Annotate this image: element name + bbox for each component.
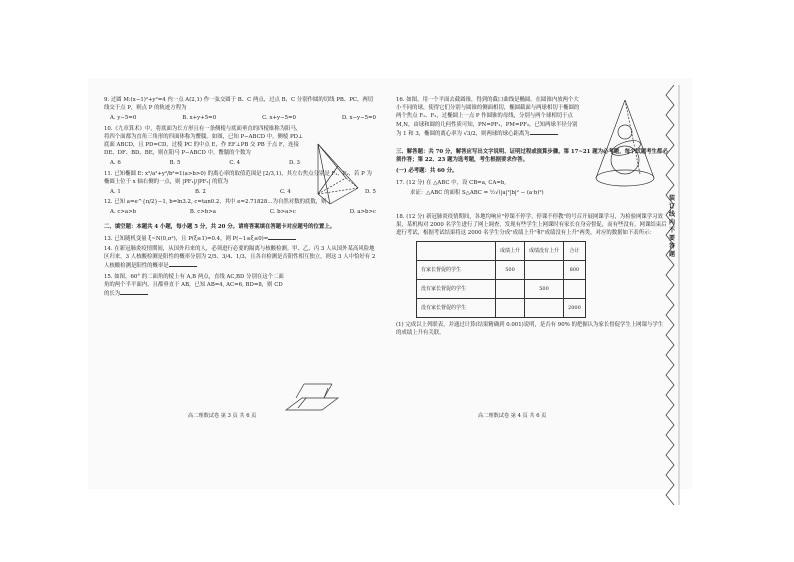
section-solve-heading: 三、解答题：共 70 分，解答应写出文字说明、证明过程或演算步骤。第 17~21 题为必考题，每个试题考生都必须作答；第 22、23 题为选考题，考生根据要求作答。 <box>396 149 668 164</box>
table-cell <box>564 279 586 298</box>
question-18-part-1: (1) 完成以上列联表，并通过计算(结果精确到 0.001)说明，是否有 90% 的把握认为家长督促学生上网课与学生的成绩上升有关联。 <box>396 321 664 336</box>
question-9: 9. 过圆 M:(x−1)²+y²=4 内一点 A(2,1) 作一弦交圆于 B、C 两点，过点 B、C 分别作圆的切线 PB、PC，两切线交于点 P，则点 P 的轨迹方程为 <box>104 97 374 112</box>
option-c: C. b>a>c <box>269 209 296 216</box>
answer-blank <box>530 129 558 135</box>
zigzag-line <box>662 85 684 505</box>
table-cell <box>496 298 525 317</box>
section-fill-in-heading: 二、填空题：本题共 4 小题，每小题 5 分，共 20 分。请将答案填在答题卡对应题号的位置上。 <box>104 223 336 230</box>
table-cell: 500 <box>496 260 525 279</box>
cone-figure <box>592 98 658 190</box>
table-cell: 500 <box>525 279 564 298</box>
table-cell: 没有家长督促的学生 <box>417 279 496 298</box>
question-9-options <box>104 114 376 122</box>
table-header <box>417 241 496 260</box>
answer-blank <box>120 289 148 295</box>
question-10: 10.《九章算术》中，将底面为长方形且有一条侧棱与底面垂直的四棱锥称为阳马，将四个面都为直角三角形的四面体称为鳖臑。如图，已知 P−ABCD 中，侧棱 PD⊥底面 ABCD，且 PD=CD，过棱 PC 的中点 E，作 EF⊥PB 交 PB 于点 F，连接 DE、DF、BD、BE，则在阳马 P−ABCD 中，鳖臑的个数为 <box>104 125 304 157</box>
option-c: C. 4 <box>279 189 291 196</box>
option-d: D. 3 <box>289 160 300 167</box>
option-c: C. x+y−5=0 <box>262 115 296 122</box>
table-header: 成绩没有上升 <box>525 241 564 260</box>
page-footer-right: 高二理数试卷 第 4 页 共 6 页 <box>478 413 547 419</box>
contingency-table <box>416 241 586 318</box>
pyramid-figure <box>310 140 366 208</box>
option-b: B. x+y+5=0 <box>182 115 217 122</box>
table-cell <box>525 298 564 317</box>
table-cell: 没有家长督促的学生 <box>417 298 496 317</box>
question-17: 17. (12 分) 在 △ABC 中，设 CB=a, CA=b, <box>396 179 507 186</box>
question-10-options <box>104 159 300 167</box>
table-row <box>417 279 586 298</box>
table-header-row <box>417 241 586 260</box>
question-11: 11. 已知椭圆 E: x²/a²+y²/b²=1(a>b>0) 的离心率的取值范围是 [2/3,1)，其左右焦点分别是 F₁、F₂，若 P 为椭圆上位于 x 轴右侧的一点，则 |PF₁|/|PF₂| 的值为 <box>104 170 372 185</box>
table-cell <box>525 260 564 279</box>
dihedral-figure <box>284 382 340 414</box>
question-18: 18. (12 分) 新冠肺炎疫情期间，各地均响应"停课不停学，停课不停教"的号召开展网课学习，为检验网课学习效果，某机构对 2000 名学生进行了网上调查，发现有些学生上网课时有家长在身旁督促，而有些没有。网课结束后进行考试，根据考试结果将这 2000 名学生分成"成绩上升"和"成绩没有上升"两类，对应的数据如下表所示： <box>396 214 667 237</box>
question-16: 16. 如图，用一个平面去截圆锥，得到的截口曲线是椭圆。在圆锥内放两个大小不同的球，使得它们分别与圆锥的侧面相切，椭圆截面与两球相切于椭圆的两个焦点 F₁、F₂，过椭圆上一点 P 作圆锥的母线，分别与两个球相切于点 M,N，由球和圆的几何性质可知，PN=PF₁，PM=PF₂，已知两球半径分别为 1 和 3，椭圆的离心率为 √3/2，则两球的球心距离为 <box>396 97 580 137</box>
question-17-prove: 求证：△ABC 的面积 S△ABC = ½√(|a|²|b|² − (a·b)²) <box>410 189 544 196</box>
option-a: A. 6 <box>110 160 121 167</box>
option-b: B. 2 <box>194 189 206 196</box>
option-a: A. c>a>b <box>110 209 137 216</box>
option-a: A. y−5=0 <box>110 115 137 122</box>
question-14: 14. 在新冠肺炎疫情期间，从国外归来的人，必须进行必要的隔离与核酸检测。甲、乙、丙 3 人从国外某高风险地区归来，3 人核酸检测是阳性的概率分别为 2/5、3/4、1/3，且各自检测是否阳性相互独立，则这 3 人中恰好有 2 人核酸检测是阳性的概率是 <box>104 246 376 270</box>
table-header: 合计 <box>564 241 586 260</box>
table-cell: 有家长督促的学生 <box>417 260 496 279</box>
option-d: D. x−y−5=0 <box>341 115 376 122</box>
section-required-subheading: (一) 必考题：共 60 分。 <box>396 168 458 175</box>
table-row <box>417 260 586 279</box>
option-d: D. 5 <box>364 189 376 196</box>
table-cell <box>496 279 525 298</box>
binding-margin <box>662 85 684 505</box>
answer-blank <box>268 234 296 240</box>
option-c: C. 4 <box>229 160 241 167</box>
option-b: B. 5 <box>169 160 181 167</box>
table-row <box>417 298 586 317</box>
option-d: D. a>b>c <box>349 209 376 216</box>
table-cell: 800 <box>564 260 586 279</box>
question-12: 12. 已知 a=e^{π/2}−1, b=ln3.2, c=tan0.2，其中 e=2.71828…为自然对数的底数，则 <box>104 199 327 206</box>
option-b: B. c>b>a <box>189 209 216 216</box>
page-footer-left: 高二理数试卷 第 3 页 共 6 页 <box>188 413 257 419</box>
table-header: 成绩上升 <box>496 241 525 260</box>
binding-notice: 装订线内不要答题 <box>669 195 676 258</box>
answer-blank <box>169 261 197 267</box>
option-a: A. 1 <box>110 189 121 196</box>
question-13: 13. 已知随机变量 ξ~N(0,σ²)，且 P(ξ≥1)=0.4，则 P(−1≤ξ≤0)= <box>104 234 376 243</box>
question-15: 15. 如图，60° 的二面角的棱上有 A,B 两点，直线 AC,BD 分别在这个二面角的两个半平面内，且都垂直于 AB，已知 AB=4, AC=6, BD=8，则 CD 的长为 <box>104 273 284 298</box>
table-cell: 2000 <box>564 298 586 317</box>
question-12-options <box>104 208 376 216</box>
